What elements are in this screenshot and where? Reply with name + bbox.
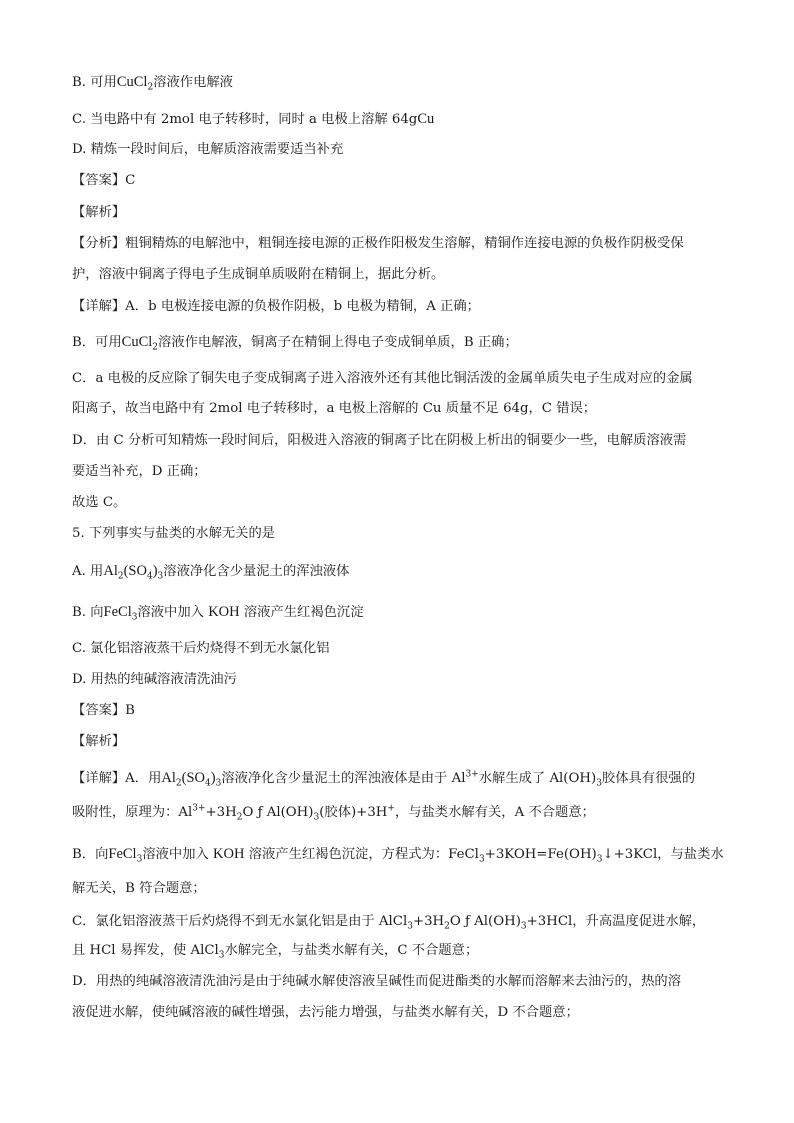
text: C. 氯化铝溶液蒸干后灼烧得不到无水氯化铝 (72, 641, 330, 656)
text: 【详解】A．用 (72, 771, 162, 786)
q5-detail-d-line-1 (72, 973, 732, 991)
detail-c-line-1 (72, 370, 732, 388)
formula: FeCl (108, 846, 137, 862)
analysis-line-2 (72, 266, 732, 284)
text: +3H (205, 805, 237, 820)
text: B．向 (72, 847, 109, 862)
subscript: 3 (136, 854, 143, 865)
text: 【答案】B (72, 703, 135, 718)
text: B. 可用 (72, 75, 117, 90)
text: ↓+3KCl，与盐类水 (602, 847, 724, 862)
text: D. 精炼一段时间后，电解质溶液需要适当补充 (72, 142, 344, 157)
detail-a-line (72, 298, 732, 316)
formula: ) (210, 770, 216, 786)
text: D．用热的纯碱溶液清洗油污是由于纯碱水解使溶液呈碱性而促进酯类的水解而溶解来去油污的，热的溶 (72, 974, 682, 989)
q5-explanation-heading (72, 733, 732, 751)
text: +3H (412, 914, 445, 929)
text: D．由 C 分析可知精炼一段时间后，阳极进入溶液的铜离子比在阴极上析出的铜要少一些，电解质溶液需 (72, 433, 687, 448)
subscript: 3 (478, 854, 485, 865)
text: +3HCl，升高温度促进水解， (526, 914, 706, 929)
text: D. 用热的纯碱溶液清洗油污 (72, 672, 237, 687)
text: ，与盐类水解有关，A 不合题意； (394, 805, 595, 820)
text: 解无关，B 符合题意； (72, 881, 206, 896)
option-b-line (72, 73, 732, 92)
formula: (SO (181, 770, 205, 786)
text: O ƒ Al(OH) (242, 805, 314, 820)
subscript: 2 (236, 812, 243, 823)
q5-option-c (72, 640, 732, 658)
text: 水解生成了 Al(OH) (478, 771, 597, 786)
text: 溶液中加入 (137, 605, 204, 620)
text: 且 HCl 易挥发，使 AlCl (72, 943, 219, 958)
question-5-title (72, 525, 732, 543)
q5-detail-a-line-1 (72, 769, 732, 788)
text: 【解析】 (72, 734, 126, 749)
q5-answer (72, 702, 732, 720)
detail-d-line-1 (72, 432, 732, 450)
explanation-heading (72, 204, 732, 222)
text: C．a 电极的反应除了铜失电子变成铜离子进入溶液外还有其他比铜活泼的金属单质失电子生成对应的金属 (72, 371, 693, 386)
text: 要适当补充，D 正确； (72, 464, 207, 479)
q5-detail-a-line-2 (72, 804, 732, 822)
q5-option-a (72, 562, 732, 581)
text: 液促进水解，使纯碱溶液的碱性增强，去污能力增强，与盐类水解有关，D 不合题意； (72, 1005, 579, 1020)
subscript: 3 (131, 612, 138, 623)
subscript: 4 (146, 571, 153, 582)
text: (胶体)+3H (319, 805, 388, 820)
text: 【详解】A．b 电极连接电源的负极作阴极，b 电极为精铜，A 正确； (72, 299, 480, 314)
subscript: 2 (175, 778, 182, 789)
subscript: 3 (520, 921, 527, 932)
text: 故选 C。 (72, 495, 127, 510)
q5-detail-b-line-2 (72, 880, 732, 898)
formula: CuCl (116, 74, 148, 90)
subscript: 2 (152, 342, 159, 353)
analysis-line-1 (72, 235, 732, 253)
q5-option-d (72, 671, 732, 689)
text: 溶液作电解液，铜离子在精铜上得电子变成铜单质，B 正确； (158, 335, 518, 350)
subscript: 3 (313, 812, 320, 823)
detail-b-line (72, 333, 732, 352)
formula: CuCl (121, 334, 153, 350)
detail-c-line-2 (72, 400, 732, 418)
text: B. 向 (72, 605, 104, 620)
text: 护，溶液中铜离子得电子生成铜单质吸附在精铜上，据此分析。 (72, 267, 445, 282)
superscript: + (387, 803, 395, 814)
subscript: 2 (147, 82, 154, 93)
text: 溶液产生红褐色沉淀 (243, 605, 364, 620)
q5-option-b (72, 603, 732, 622)
subscript: 3 (596, 778, 602, 789)
q5-detail-c-line-1 (72, 913, 732, 931)
text: C．氯化铝溶液蒸干后灼烧得不到无水氯化铝是由于 AlCl (72, 914, 408, 929)
option-d-line (72, 141, 732, 159)
text: 5. 下列事实与盐类的水解无关的是 (72, 526, 276, 541)
formula: Al (103, 563, 118, 579)
q5-detail-d-line-2 (72, 1004, 732, 1022)
text: 溶液中加入 (142, 847, 209, 862)
subscript: 3 (218, 950, 225, 961)
text: 【解析】 (72, 205, 126, 220)
text: 溶液净化含少量泥土的浑浊液体是由于 Al (221, 771, 466, 786)
text: O ƒ Al(OH) (449, 914, 521, 929)
text: 吸附性，原理为：Al (72, 805, 193, 820)
formula: ) (152, 563, 158, 579)
subscript: 3 (157, 571, 164, 582)
q5-detail-c-line-2 (72, 942, 732, 960)
option-c-line (72, 110, 732, 129)
superscript: 3+ (192, 803, 206, 814)
text: 溶液作电解液 (153, 75, 233, 90)
text: C. 当电路中有 2mol 电子转移时，同时 a 电极上溶解 64g (72, 112, 418, 127)
q5-detail-b-line-1 (72, 845, 732, 864)
text: +3KOH=Fe(OH) (484, 847, 597, 862)
answer-line (72, 172, 732, 190)
subscript: 2 (444, 921, 450, 932)
text: 水解完全，与盐类水解有关，C 不合题意； (224, 943, 479, 958)
formula: Cu (417, 111, 435, 127)
text: 胶体具有很强的 (601, 771, 695, 786)
superscript: 3+ (465, 769, 479, 780)
text: 【分析】粗铜精炼的电解池中，粗铜连接电源的正极作阳极发生溶解，精铜作连接电源的负极作阴极受保 (72, 236, 684, 251)
text: A. 用 (72, 564, 104, 579)
subscript: 3 (407, 921, 413, 932)
text: 【答案】C (72, 173, 136, 188)
formula: KOH (213, 846, 245, 862)
formula: FeCl (103, 604, 132, 620)
text: B．可用 (72, 335, 122, 350)
subscript: 2 (117, 571, 124, 582)
formula: (SO (123, 563, 147, 579)
detail-d-line-2 (72, 463, 732, 481)
text: 溶液产生红褐色沉淀，方程式为：FeCl (248, 847, 479, 862)
text: 溶液净化含少量泥土的浑浊液体 (163, 564, 350, 579)
conclusion-line (72, 494, 732, 512)
subscript: 4 (205, 778, 211, 789)
formula: KOH (208, 604, 240, 620)
subscript: 3 (215, 778, 222, 789)
subscript: 3 (596, 854, 603, 865)
formula: Al (161, 770, 176, 786)
text: 阳离子，故当电路中有 2mol 电子转移时，a 电极上溶解的 Cu 质量不足 64g，C 错误； (72, 401, 597, 416)
